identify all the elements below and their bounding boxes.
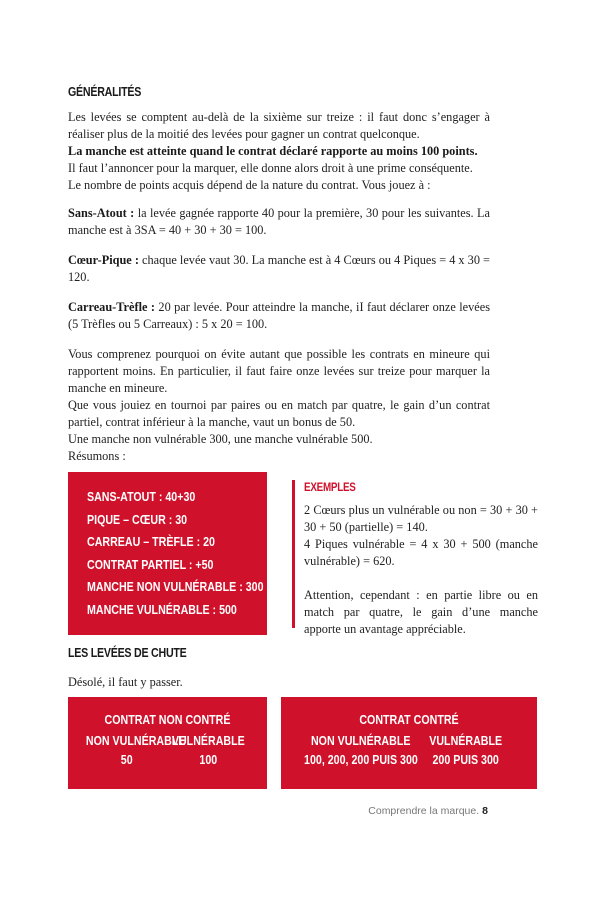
generalites-outro — [68, 346, 490, 465]
examples-title: EXEMPLES — [304, 480, 356, 494]
non-contre-col2-head: VULNÉRABLE — [171, 733, 245, 748]
summary-line: CARREAU – TRÈFLE : 20 — [87, 534, 215, 549]
outro-line-3: Une manche non vulnérable 300, une manche vulnérable 500. — [68, 432, 373, 446]
sans-atout-label: Sans-Atout : — [68, 206, 135, 220]
carreau-trefle-text: 20 par levée. Pour atteindre la manche, iI faut déclarer onze levées (5 Trèfles ou 5 Carreaux) : 5 x 20 = 100. — [68, 300, 490, 331]
contre-col2-value: 200 PUIS 300 — [432, 752, 499, 767]
carreau-trefle-paragraph — [68, 299, 490, 333]
coeur-pique-label: Cœur-Pique : — [68, 253, 139, 267]
intro-line-3: Le nombre de points acquis dépend de la nature du contrat. Vous jouez à : — [68, 178, 431, 192]
contrat-contre-box — [281, 697, 537, 789]
summary-line: SANS-ATOUT : 40+30 — [87, 489, 196, 504]
contrat-non-contre-box — [68, 697, 267, 789]
contre-col1-head: NON VULNÉRABLE — [310, 733, 411, 748]
summary-line: CONTRAT PARTIEL : +50 — [87, 556, 214, 572]
non-contre-col1-value: 50 — [120, 752, 133, 767]
outro-line-4: Résumons : — [68, 449, 126, 463]
footer-label: Comprendre la marque. — [368, 805, 480, 817]
non-contre-title: CONTRAT NON CONTRÉ — [104, 712, 231, 727]
contre-col1-value: 100, 200, 200 PUIS 300 — [304, 752, 418, 767]
page-footer — [368, 805, 488, 817]
non-contre-col2-value: 100 — [199, 752, 218, 767]
contre-title: CONTRAT CONTRÉ — [359, 712, 459, 727]
non-contre-col1-head: NON VULNÉRABLE — [85, 733, 186, 748]
summary-line: PIQUE – CŒUR : 30 — [87, 511, 188, 527]
sans-atout-text: la levée gagnée rapporte 40 pour la première, 30 pour les suivantes. La manche est à 3SA = 40 + 30 + 30 = 100. — [68, 206, 490, 237]
intro-line-2: Il faut l’annoncer pour la marquer, elle donne alors droit à une prime conséquente. — [68, 161, 473, 175]
summary-line: MANCHE VULNÉRABLE : 500 — [87, 601, 237, 617]
sans-atout-paragraph — [68, 205, 490, 239]
outro-line-2: Que vous jouiez en tournoi par paires ou en match par quatre, le gain d’un contrat partiel, contrat inférieur à la manche, vaut un bonus de 50. — [68, 398, 490, 429]
examples-body — [304, 502, 538, 638]
chute-text: Désolé, il faut y passer. — [68, 675, 183, 689]
carreau-trefle-label: Carreau-Trèfle : — [68, 300, 155, 314]
examples-accent-bar — [292, 480, 295, 628]
outro-line-1: Vous comprenez pourquoi on évite autant que possible les contrats en mineure qui rapportent moins. En particulier, il faut faire onze levées sur treize pour marquer la manche en mineure. — [68, 347, 490, 395]
section-title-generalites: GÉNÉRALITÉS — [68, 84, 142, 99]
summary-box — [68, 472, 267, 635]
summary-line: MANCHE NON VULNÉRABLE : 300 — [87, 579, 264, 594]
contre-col2-head: VULNÉRABLE — [429, 733, 503, 748]
example-1: 2 Cœurs plus un vulnérable ou non = 30 + 30 + 30 + 50 (partielle) = 140. — [304, 503, 538, 534]
coeur-pique-text: chaque levée vaut 30. La manche est à 4 Cœurs ou 4 Piques = 4 x 30 = 120. — [68, 253, 490, 284]
examples-note: Attention, cependant : en partie libre ou en match par quatre, le gain d’une manche apporte un avantage appréciable. — [304, 588, 538, 636]
coeur-pique-paragraph — [68, 252, 490, 286]
example-2: 4 Piques vulnérable = 4 x 30 + 500 (manche vulnérable) = 620. — [304, 537, 538, 568]
section-title-chute: LES LEVÉES DE CHUTE — [68, 645, 187, 660]
page-number: 8 — [482, 805, 488, 817]
intro-line-1: Les levées se comptent au-delà de la sixième sur treize : il faut donc s’engager à réaliser plus de la moitié des levées pour gagner un contrat quelconque. — [68, 110, 490, 141]
intro-bold: La manche est atteinte quand le contrat déclaré rapporte au moins 100 points. — [68, 144, 478, 158]
generalites-intro — [68, 109, 490, 194]
